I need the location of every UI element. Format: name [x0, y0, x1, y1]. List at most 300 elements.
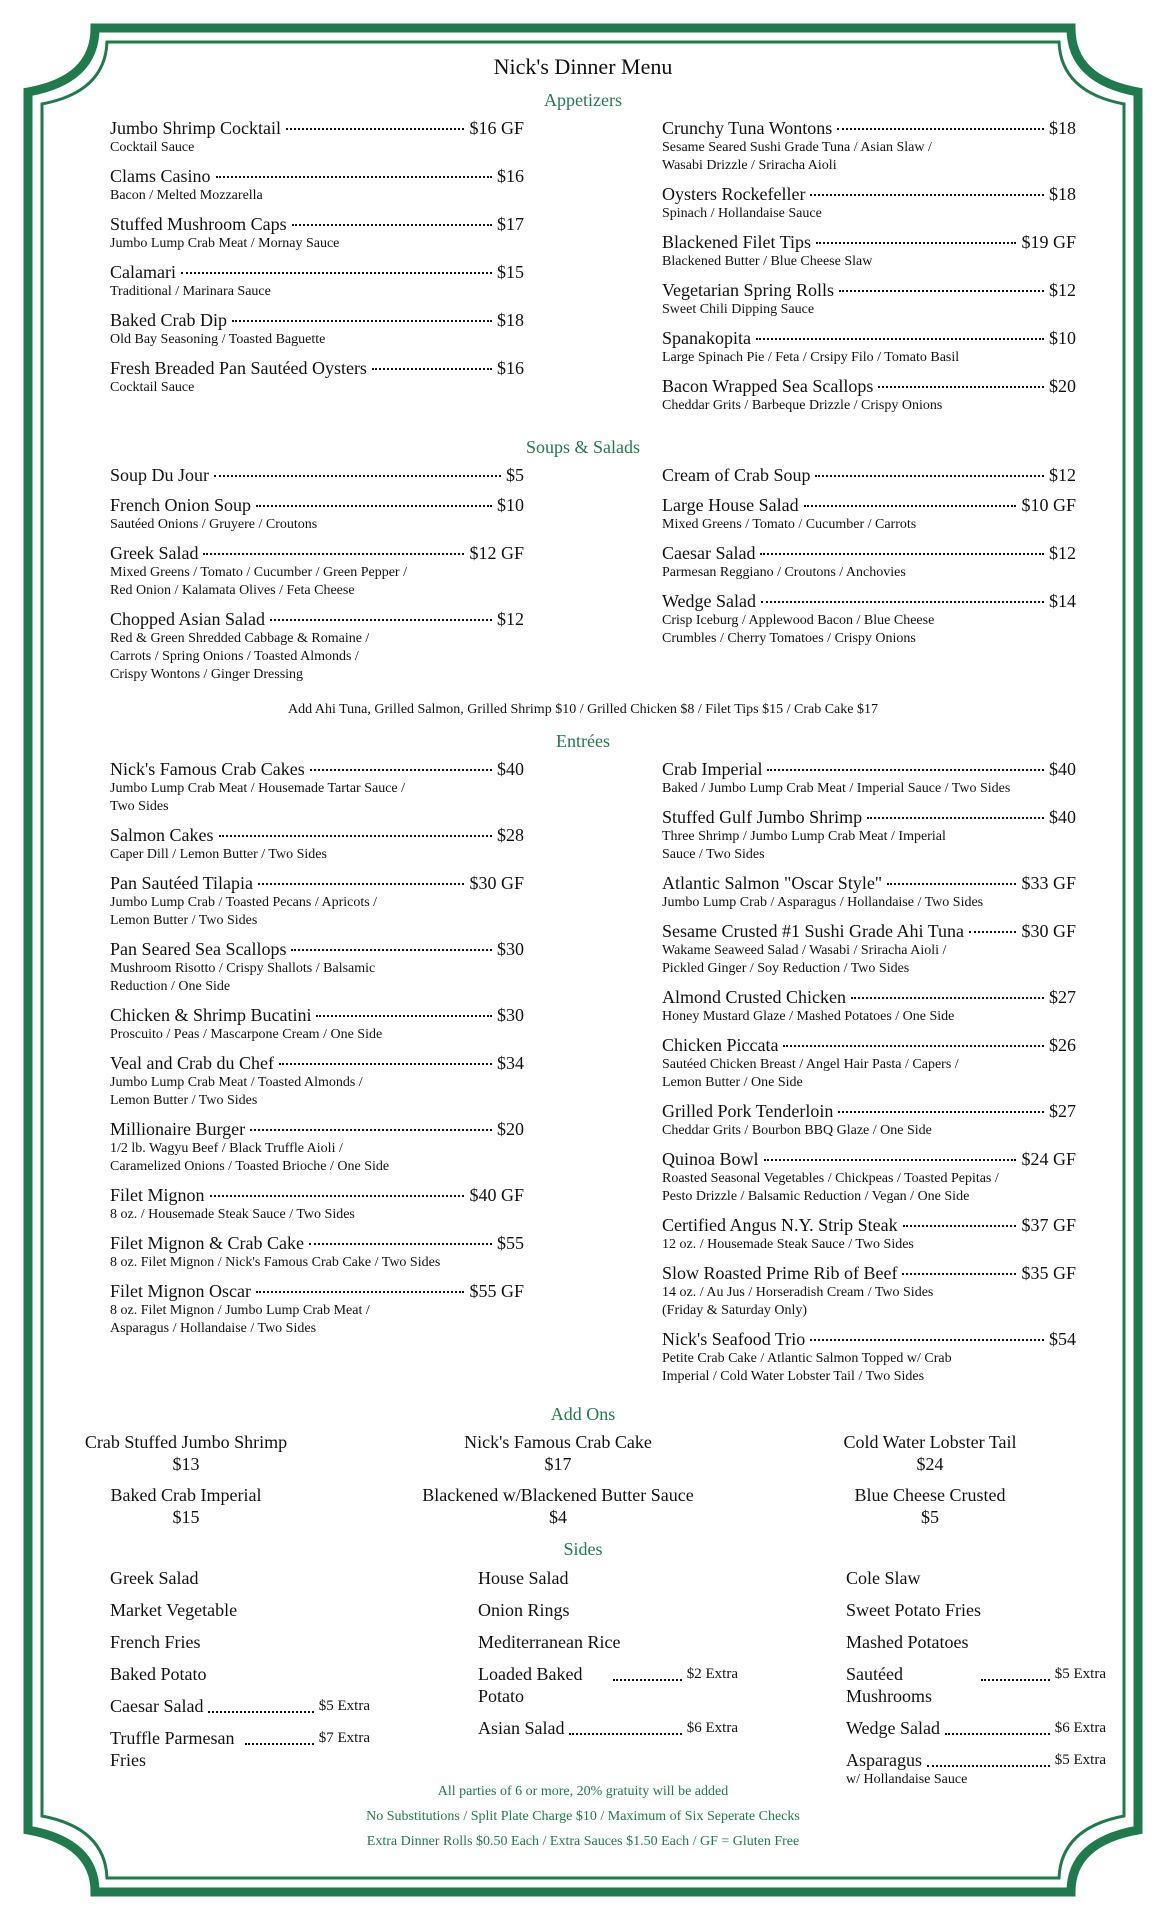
side-item-name: Truffle Parmesan Fries [110, 1728, 235, 1770]
menu-item-header [662, 758, 1076, 780]
menu-item [662, 806, 1076, 864]
side-item [110, 1567, 370, 1589]
menu-item-description: Red Onion / Kalamata Olives / Feta Cheese [110, 583, 355, 598]
menu-item-description: Blackened Butter / Blue Cheese Slaw [662, 254, 873, 269]
menu-item-header [110, 1184, 524, 1206]
menu-item [662, 872, 1076, 912]
menu-item-name: Filet Mignon Oscar [110, 1281, 251, 1301]
menu-item-price: $34 [497, 1053, 524, 1073]
dot-leader [569, 1717, 681, 1735]
addon-name: Crab Stuffed Jumbo Shrimp [84, 1432, 288, 1452]
menu-item [110, 357, 524, 397]
menu-item-name: Quinoa Bowl [662, 1149, 759, 1169]
menu-item-header [662, 1034, 1076, 1056]
menu-item-price: $35 GF [1021, 1263, 1076, 1283]
dot-leader [816, 242, 1016, 244]
menu-item-description: Crisp Iceburg / Applewood Bacon / Blue Cheese [662, 613, 935, 628]
side-item-name: Caesar Salad [110, 1696, 204, 1716]
menu-item-description: Proscuito / Peas / Mascarpone Cream / One Side [110, 1027, 383, 1042]
dot-leader [245, 1727, 314, 1745]
side-item-name: Asparagus [846, 1750, 922, 1770]
menu-item [662, 758, 1076, 798]
menu-item-price: $12 [497, 609, 524, 629]
menu-item-description: Sesame Seared Sushi Grade Tuna / Asian Slaw / [662, 140, 932, 155]
menu-item-description: Asparagus / Hollandaise / Two Sides [110, 1321, 317, 1336]
menu-item-price: $16 [497, 358, 524, 378]
menu-item-header [110, 357, 524, 379]
menu-item-description: Lemon Butter / Two Sides [110, 1093, 258, 1108]
menu-item-description: Caper Dill / Lemon Butter / Two Sides [110, 847, 327, 862]
dot-leader [810, 194, 1044, 196]
menu-item [110, 758, 524, 816]
dot-leader [316, 1015, 492, 1017]
menu-item-description: Sauce / Two Sides [662, 847, 765, 862]
dot-leader [767, 769, 1044, 771]
menu-item-price: $16 [497, 166, 524, 186]
menu-item [110, 464, 524, 486]
menu-item-description: Roasted Seasonal Vegetables / Chickpeas / Toasted Pepitas / [662, 1171, 999, 1186]
dot-leader [203, 553, 464, 555]
menu-item-header [662, 590, 1076, 612]
addon-item [21, 1431, 351, 1475]
side-item [478, 1717, 738, 1739]
menu-item-description: Mushroom Risotto / Crispy Shallots / Balsamic [110, 961, 376, 976]
menu-item-description: Jumbo Lump Crab / Toasted Pecans / Apricots / [110, 895, 378, 910]
menu-item-description: Two Sides [110, 799, 169, 814]
menu-item-description: Cheddar Grits / Barbeque Drizzle / Crispy Onions [662, 398, 943, 413]
dot-leader [804, 505, 1017, 507]
side-item-name: Onion Rings [478, 1600, 570, 1620]
side-item-extra-price: $5 Extra [1054, 1666, 1106, 1682]
menu-item-price: $12 [1049, 280, 1076, 300]
menu-item-price: $14 [1049, 591, 1076, 611]
menu-item [662, 1148, 1076, 1206]
menu-item-header [662, 986, 1076, 1008]
menu-item-description: Wasabi Drizzle / Sriracha Aioli [662, 158, 837, 173]
section-heading-appetizers: Appetizers [544, 90, 622, 110]
menu-item-price: $20 [497, 1119, 524, 1139]
menu-item-name: Nick's Seafood Trio [662, 1329, 806, 1349]
side-item-name: French Fries [110, 1632, 201, 1652]
menu-item-price: $20 [1049, 376, 1076, 396]
menu-item [110, 872, 524, 930]
addon-price: $13 [172, 1454, 200, 1474]
menu-item-description: Sautéed Chicken Breast / Angel Hair Pasta / Capers / [662, 1057, 959, 1072]
dot-leader [927, 1749, 1050, 1767]
menu-item-name: Almond Crusted Chicken [662, 987, 846, 1007]
side-item-name: Baked Potato [110, 1664, 207, 1684]
menu-item-name: French Onion Soup [110, 495, 251, 515]
dot-leader [761, 601, 1044, 603]
addon-item [393, 1431, 723, 1475]
footer-notes [0, 1779, 1166, 1854]
menu-item-name: Baked Crab Dip [110, 310, 227, 330]
menu-item-header [662, 231, 1076, 253]
dot-leader [256, 1291, 464, 1293]
menu-item [110, 824, 524, 864]
side-item [110, 1663, 370, 1685]
menu-item [110, 1280, 524, 1338]
side-item [478, 1631, 738, 1653]
addon-item [765, 1484, 1095, 1528]
menu-item [110, 117, 524, 157]
menu-item [110, 261, 524, 301]
menu-item-header [662, 117, 1076, 139]
side-item [846, 1663, 1106, 1707]
menu-item-price: $16 GF [469, 118, 524, 138]
menu-item [662, 117, 1076, 175]
menu-item-description: Carrots / Spring Onions / Toasted Almonds / [110, 649, 359, 664]
menu-item-header [110, 117, 524, 139]
menu-item-description: 14 oz. / Au Jus / Horseradish Cream / Two Sides [662, 1285, 934, 1300]
dot-leader [867, 817, 1044, 819]
side-item-extra-price: $6 Extra [1054, 1720, 1106, 1736]
menu-item-description: Pickled Ginger / Soy Reduction / Two Sides [662, 961, 910, 976]
dot-leader [258, 883, 464, 885]
dot-leader [309, 1243, 492, 1245]
section-heading-sides: Sides [563, 1539, 603, 1559]
appetizers-left-column [110, 117, 524, 405]
dot-leader [181, 272, 492, 274]
menu-item-name: Vegetarian Spring Rolls [662, 280, 834, 300]
menu-item-header [110, 1232, 524, 1254]
menu-item-name: Chicken Piccata [662, 1035, 779, 1055]
menu-item-price: $19 GF [1021, 232, 1076, 252]
side-item [846, 1631, 1106, 1653]
menu-item-header [662, 183, 1076, 205]
menu-item-name: Large House Salad [662, 495, 799, 515]
menu-item-name: Calamari [110, 262, 176, 282]
menu-item [662, 986, 1076, 1026]
side-item-name: Wedge Salad [846, 1718, 941, 1738]
menu-item-header [110, 1280, 524, 1302]
menu-item-price: $12 GF [469, 543, 524, 563]
dot-leader [815, 475, 1044, 477]
menu-item-name: Chicken & Shrimp Bucatini [110, 1005, 312, 1025]
sides-column-1 [110, 1567, 370, 1781]
menu-item-price: $18 [497, 310, 524, 330]
menu-item-name: Bacon Wrapped Sea Scallops [662, 376, 874, 396]
section-heading-addons: Add Ons [550, 1404, 616, 1424]
menu-item-price: $18 [1049, 184, 1076, 204]
menu-item-name: Slow Roasted Prime Rib of Beef [662, 1263, 898, 1283]
menu-item-header [110, 542, 524, 564]
menu-item-description: Spinach / Hollandaise Sauce [662, 206, 822, 221]
menu-item-description: 12 oz. / Housemade Steak Sauce / Two Sides [662, 1237, 914, 1252]
menu-item-price: $12 [1049, 543, 1076, 563]
menu-item-price: $28 [497, 825, 524, 845]
menu-item-header [110, 165, 524, 187]
entrees-left-column [110, 758, 524, 1346]
menu-item-name: Veal and Crab du Chef [110, 1053, 274, 1073]
menu-item-name: Clams Casino [110, 166, 211, 186]
menu-item-name: Atlantic Salmon "Oscar Style" [662, 873, 883, 893]
menu-item [662, 183, 1076, 223]
soups-left-column [110, 464, 524, 692]
menu-item-price: $30 GF [469, 873, 524, 893]
side-item-name: Asian Salad [478, 1718, 565, 1738]
menu-item-name: Oysters Rockefeller [662, 184, 806, 204]
menu-item-description: 8 oz. / Housemade Steak Sauce / Two Sides [110, 1207, 355, 1222]
menu-item-description: Baked / Jumbo Lump Crab Meat / Imperial Sauce / Two Sides [662, 781, 1011, 796]
soups-right-column [662, 464, 1076, 656]
menu-item-name: Stuffed Gulf Jumbo Shrimp [662, 807, 863, 827]
dot-leader [945, 1717, 1050, 1735]
menu-item-name: Certified Angus N.Y. Strip Steak [662, 1215, 898, 1235]
side-item-extra-price: $7 Extra [318, 1730, 370, 1746]
menu-item-header [110, 758, 524, 780]
section-heading-soups-salads: Soups & Salads [525, 437, 640, 457]
menu-item-description: Reduction / One Side [110, 979, 231, 994]
dot-leader [903, 1225, 1017, 1227]
footer-extras: Extra Dinner Rolls $0.50 Each / Extra Sauces $1.50 Each / GF = Gluten Free [366, 1834, 800, 1849]
menu-item-description: Red & Green Shredded Cabbage & Romaine / [110, 631, 370, 646]
menu-item-description: Crumbles / Cherry Tomatoes / Crispy Onions [662, 631, 916, 646]
menu-item-header [110, 608, 524, 630]
dot-leader [292, 224, 492, 226]
menu-item-description: Wakame Seaweed Salad / Wasabi / Sriracha Aioli / [662, 943, 947, 958]
side-item [478, 1567, 738, 1589]
menu-item-name: Pan Seared Sea Scallops [110, 939, 287, 959]
dot-leader [887, 883, 1016, 885]
menu-item [110, 309, 524, 349]
side-item [110, 1727, 370, 1771]
side-item-name: House Salad [478, 1568, 569, 1588]
menu-item-name: Soup Du Jour [110, 465, 210, 485]
menu-item-header [662, 494, 1076, 516]
side-item-name: Greek Salad [110, 1568, 199, 1588]
menu-item-name: Crunchy Tuna Wontons [662, 118, 833, 138]
menu-item-price: $30 GF [1021, 921, 1076, 941]
menu-item-price: $10 [1049, 328, 1076, 348]
addon-item [765, 1431, 1095, 1475]
section-heading-entrees: Entrées [556, 731, 610, 751]
side-item-extra-price: $5 Extra [1054, 1752, 1106, 1768]
menu-item-description: Three Shrimp / Jumbo Lump Crab Meat / Imperial [662, 829, 946, 844]
menu-item-price: $55 GF [469, 1281, 524, 1301]
dot-leader [878, 386, 1044, 388]
dot-leader [279, 1063, 492, 1065]
menu-item [110, 1004, 524, 1044]
menu-item-price: $30 [497, 1005, 524, 1025]
menu-item [662, 920, 1076, 978]
side-item-name: Mediterranean Rice [478, 1632, 621, 1652]
menu-item-price: $30 [497, 939, 524, 959]
addon-item [21, 1484, 351, 1528]
menu-item-description: Mixed Greens / Tomato / Cucumber / Green Pepper / [110, 565, 407, 580]
menu-item [662, 494, 1076, 534]
dot-leader [851, 997, 1044, 999]
menu-item-header [110, 213, 524, 235]
menu-item-description: Jumbo Lump Crab / Asparagus / Hollandaise / Two Sides [662, 895, 984, 910]
menu-item-description: Caramelized Onions / Toasted Brioche / One Side [110, 1159, 390, 1174]
menu-item-price: $18 [1049, 118, 1076, 138]
menu-item-price: $54 [1049, 1329, 1076, 1349]
menu-item-header [110, 938, 524, 960]
dot-leader [837, 128, 1044, 130]
menu-item-name: Filet Mignon & Crab Cake [110, 1233, 304, 1253]
menu-item [662, 542, 1076, 582]
menu-item-description: 8 oz. Filet Mignon / Jumbo Lump Crab Meat / [110, 1303, 370, 1318]
menu-item-name: Blackened Filet Tips [662, 232, 812, 252]
menu-item-name: Cream of Crab Soup [662, 465, 811, 485]
menu-item-header [110, 464, 524, 486]
side-item-name: Loaded Baked Potato [478, 1664, 583, 1706]
side-item [478, 1663, 738, 1707]
menu-item-price: $40 [1049, 807, 1076, 827]
menu-item-header [662, 327, 1076, 349]
dot-leader [902, 1273, 1016, 1275]
dot-leader [764, 1159, 1017, 1161]
dot-leader [210, 1195, 465, 1197]
menu-item-description: Mixed Greens / Tomato / Cucumber / Carrots [662, 517, 917, 532]
dot-leader [756, 338, 1044, 340]
menu-item-description: Imperial / Cold Water Lobster Tail / Two Sides [662, 1369, 925, 1384]
menu-item [110, 1232, 524, 1272]
dot-leader [981, 1663, 1050, 1681]
addon-price: $17 [544, 1454, 572, 1474]
dot-leader [250, 1129, 492, 1131]
menu-item-header [110, 494, 524, 516]
menu-item-description: Lemon Butter / Two Sides [110, 913, 258, 928]
menu-item-header [662, 872, 1076, 894]
menu-item-price: $33 GF [1021, 873, 1076, 893]
dot-leader [613, 1663, 682, 1681]
menu-item-price: $37 GF [1021, 1215, 1076, 1235]
menu-item-header [662, 1148, 1076, 1170]
dot-leader [256, 505, 492, 507]
menu-item-description: Jumbo Lump Crab Meat / Housemade Tartar Sauce / [110, 781, 406, 796]
side-item-name: Cole Slaw [846, 1568, 921, 1588]
menu-item-name: Greek Salad [110, 543, 199, 563]
menu-item-description: Traditional / Marinara Sauce [110, 284, 271, 299]
menu-item-name: Crab Imperial [662, 759, 763, 779]
side-item [110, 1599, 370, 1621]
menu-title: Nick's Dinner Menu [493, 54, 673, 79]
dot-leader [783, 1045, 1044, 1047]
menu-item-description: Sautéed Onions / Gruyere / Croutons [110, 517, 318, 532]
menu-item-header [662, 1328, 1076, 1350]
menu-item-header [662, 542, 1076, 564]
menu-item-description: Bacon / Melted Mozzarella [110, 188, 263, 203]
addon-price: $5 [921, 1507, 939, 1527]
dot-leader [838, 1111, 1044, 1113]
menu-item-header [662, 464, 1076, 486]
menu-item-description: Jumbo Lump Crab Meat / Toasted Almonds / [110, 1075, 363, 1090]
menu-item-name: Jumbo Shrimp Cocktail [110, 118, 281, 138]
dot-leader [219, 835, 493, 837]
menu-item [110, 542, 524, 600]
menu-item-description: Large Spinach Pie / Feta / Crsipy Filo / Tomato Basil [662, 350, 960, 365]
addon-name: Blackened w/Blackened Butter Sauce [422, 1485, 694, 1505]
menu-item [662, 1262, 1076, 1320]
addon-price: $15 [172, 1507, 200, 1527]
menu-item-description: (Friday & Saturday Only) [662, 1303, 808, 1318]
menu-item-price: $55 [497, 1233, 524, 1253]
menu-item-name: Pan Sautéed Tilapia [110, 873, 253, 893]
menu-item [110, 608, 524, 684]
menu-item [662, 1328, 1076, 1386]
menu-item-header [110, 872, 524, 894]
menu-item [110, 1118, 524, 1176]
dot-leader [810, 1339, 1044, 1341]
dot-leader [372, 368, 492, 370]
menu-item-header [662, 806, 1076, 828]
menu-item-header [662, 920, 1076, 942]
menu-item-header [662, 1214, 1076, 1236]
dot-leader [291, 949, 492, 951]
menu-item [662, 231, 1076, 271]
menu-item-name: Wedge Salad [662, 591, 757, 611]
dot-leader [310, 769, 492, 771]
menu-item-description: Cheddar Grits / Bourbon BBQ Glaze / One Side [662, 1123, 932, 1138]
sides-column-3 [846, 1567, 1106, 1799]
menu-item [662, 375, 1076, 415]
menu-item-description: 8 oz. Filet Mignon / Nick's Famous Crab Cake / Two Sides [110, 1255, 441, 1270]
menu-item-name: Filet Mignon [110, 1185, 205, 1205]
menu-item-header [662, 1100, 1076, 1122]
side-item-extra-price: $6 Extra [686, 1720, 738, 1736]
menu-item-header [110, 261, 524, 283]
menu-item-name: Grilled Pork Tenderloin [662, 1101, 834, 1121]
menu-item-description: Parmesan Reggiano / Croutons / Anchovies [662, 565, 906, 580]
menu-item-name: Chopped Asian Salad [110, 609, 265, 629]
menu-item-price: $24 GF [1021, 1149, 1076, 1169]
menu-item-name: Millionaire Burger [110, 1119, 246, 1139]
menu-item-header [110, 1052, 524, 1074]
menu-item-name: Caesar Salad [662, 543, 756, 563]
side-item [110, 1631, 370, 1653]
menu-item-header [110, 309, 524, 331]
menu-item-price: $12 [1049, 465, 1076, 485]
side-item-extra-price: $5 Extra [318, 1698, 370, 1714]
menu-item-description: Cocktail Sauce [110, 140, 195, 155]
menu-item-description: Honey Mustard Glaze / Mashed Potatoes / One Side [662, 1009, 955, 1024]
addon-name: Nick's Famous Crab Cake [464, 1432, 652, 1452]
menu-item-name: Spanakopita [662, 328, 751, 348]
menu-item-price: $15 [497, 262, 524, 282]
menu-item-price: $5 [506, 465, 524, 485]
side-item [846, 1599, 1106, 1621]
menu-item-description: Sweet Chili Dipping Sauce [662, 302, 815, 317]
footer-substitutions: No Substitutions / Split Plate Charge $10 / Maximum of Six Seperate Checks [366, 1809, 800, 1824]
menu-item-price: $17 [497, 214, 524, 234]
dot-leader [216, 176, 492, 178]
menu-item-price: $40 [1049, 759, 1076, 779]
addon-item [393, 1484, 723, 1528]
menu-item [662, 1214, 1076, 1254]
menu-item-price: $40 GF [469, 1185, 524, 1205]
menu-item-description: Crispy Wontons / Ginger Dressing [110, 667, 304, 682]
side-item [846, 1567, 1106, 1589]
dot-leader [286, 128, 464, 130]
menu-item [662, 1034, 1076, 1092]
menu-item-description: 1/2 lb. Wagyu Beef / Black Truffle Aioli / [110, 1141, 343, 1156]
menu-item [662, 279, 1076, 319]
menu-item-price: $27 [1049, 987, 1076, 1007]
menu-item-header [110, 824, 524, 846]
side-item-extra-price: $2 Extra [686, 1666, 738, 1682]
menu-item [662, 1100, 1076, 1140]
menu-item-name: Salmon Cakes [110, 825, 214, 845]
dot-leader [839, 290, 1044, 292]
side-item [846, 1717, 1106, 1739]
side-item [110, 1695, 370, 1717]
dot-leader [760, 553, 1044, 555]
menu-item-price: $10 [497, 495, 524, 515]
menu-item-description: Jumbo Lump Crab Meat / Mornay Sauce [110, 236, 340, 251]
side-item-name: Market Vegetable [110, 1600, 238, 1620]
